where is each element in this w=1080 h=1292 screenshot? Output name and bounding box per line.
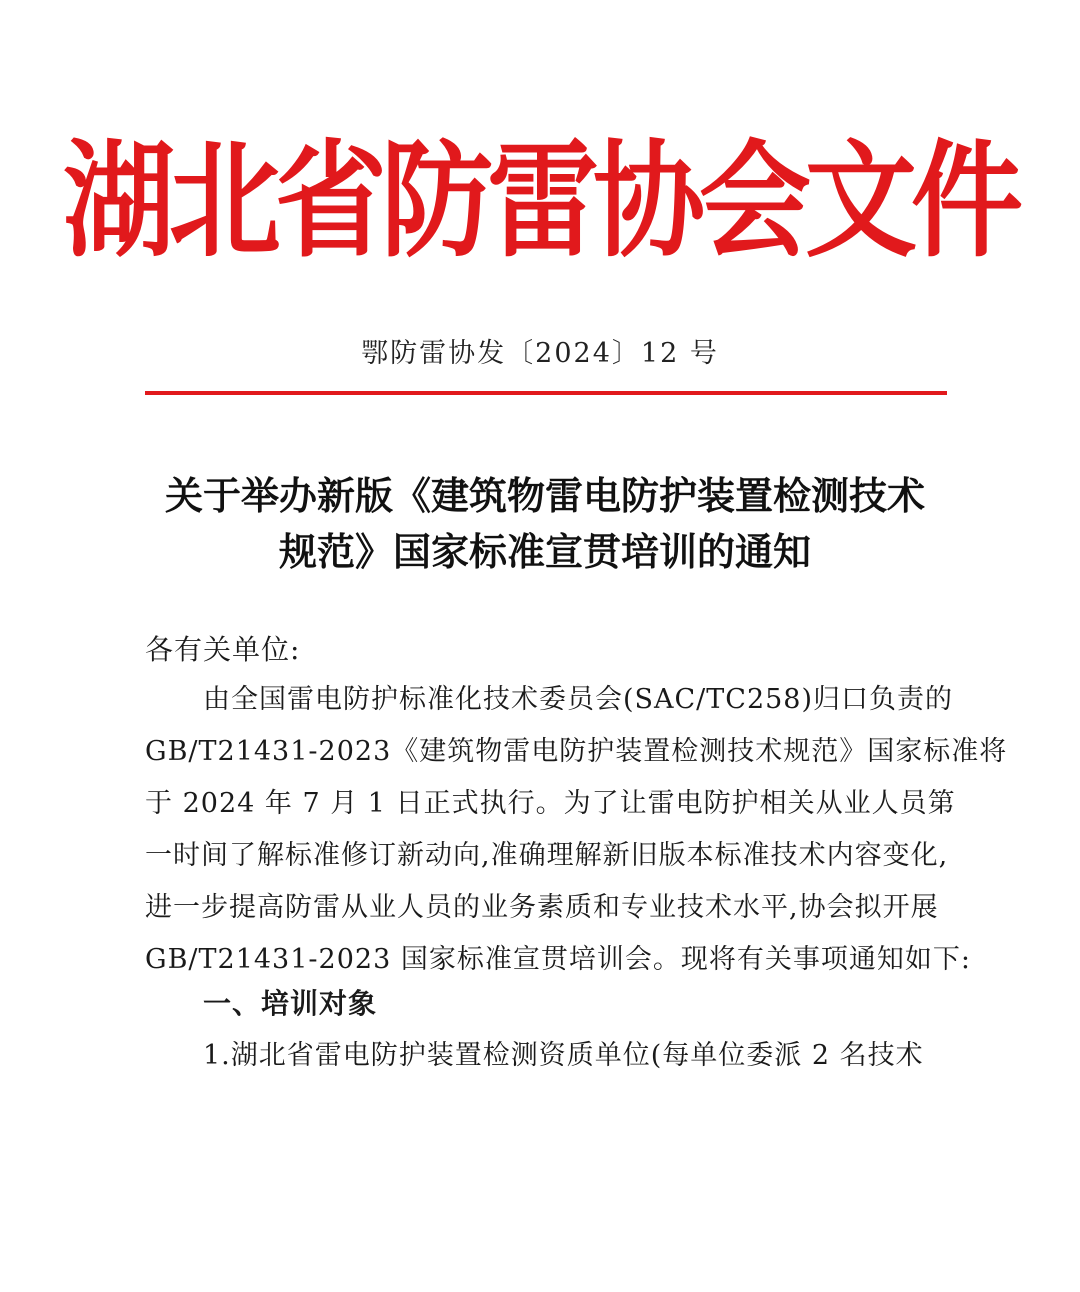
masthead-title: 湖北省防雷协会文件 [63, 129, 1017, 275]
paragraph-line: GB/T21431-2023《建筑物雷电防护装置检测技术规范》国家标准将 [145, 736, 1008, 767]
paragraph-line: GB/T21431-2023 国家标准宣贯培训会。现将有关事项通知如下: [145, 944, 971, 975]
notice-title [130, 468, 960, 580]
paragraph-line: 由全国雷电防护标准化技术委员会(SAC/TC258)归口负责的 [203, 684, 954, 715]
section-heading: 一、培训对象 [203, 987, 378, 1020]
notice-title-line1: 关于举办新版《建筑物雷电防护装置检测技术 [164, 473, 925, 518]
notice-title-line2: 规范》国家标准宣贯培训的通知 [278, 529, 811, 574]
document-number: 鄂防雷协发〔2024〕12 号 [361, 338, 719, 369]
red-divider [145, 391, 947, 395]
paragraph-line: 进一步提高防雷从业人员的业务素质和专业技术水平,协会拟开展 [145, 892, 939, 923]
salutation: 各有关单位: [145, 633, 301, 666]
paragraph-line: 一时间了解标准修订新动向,准确理解新旧版本标准技术内容变化, [145, 840, 949, 871]
list-item: 1.湖北省雷电防护装置检测资质单位(每单位委派 2 名技术 [203, 1040, 924, 1071]
paragraph-line: 于 2024 年 7 月 1 日正式执行。为了让雷电防护相关从业人员第 [145, 788, 956, 819]
